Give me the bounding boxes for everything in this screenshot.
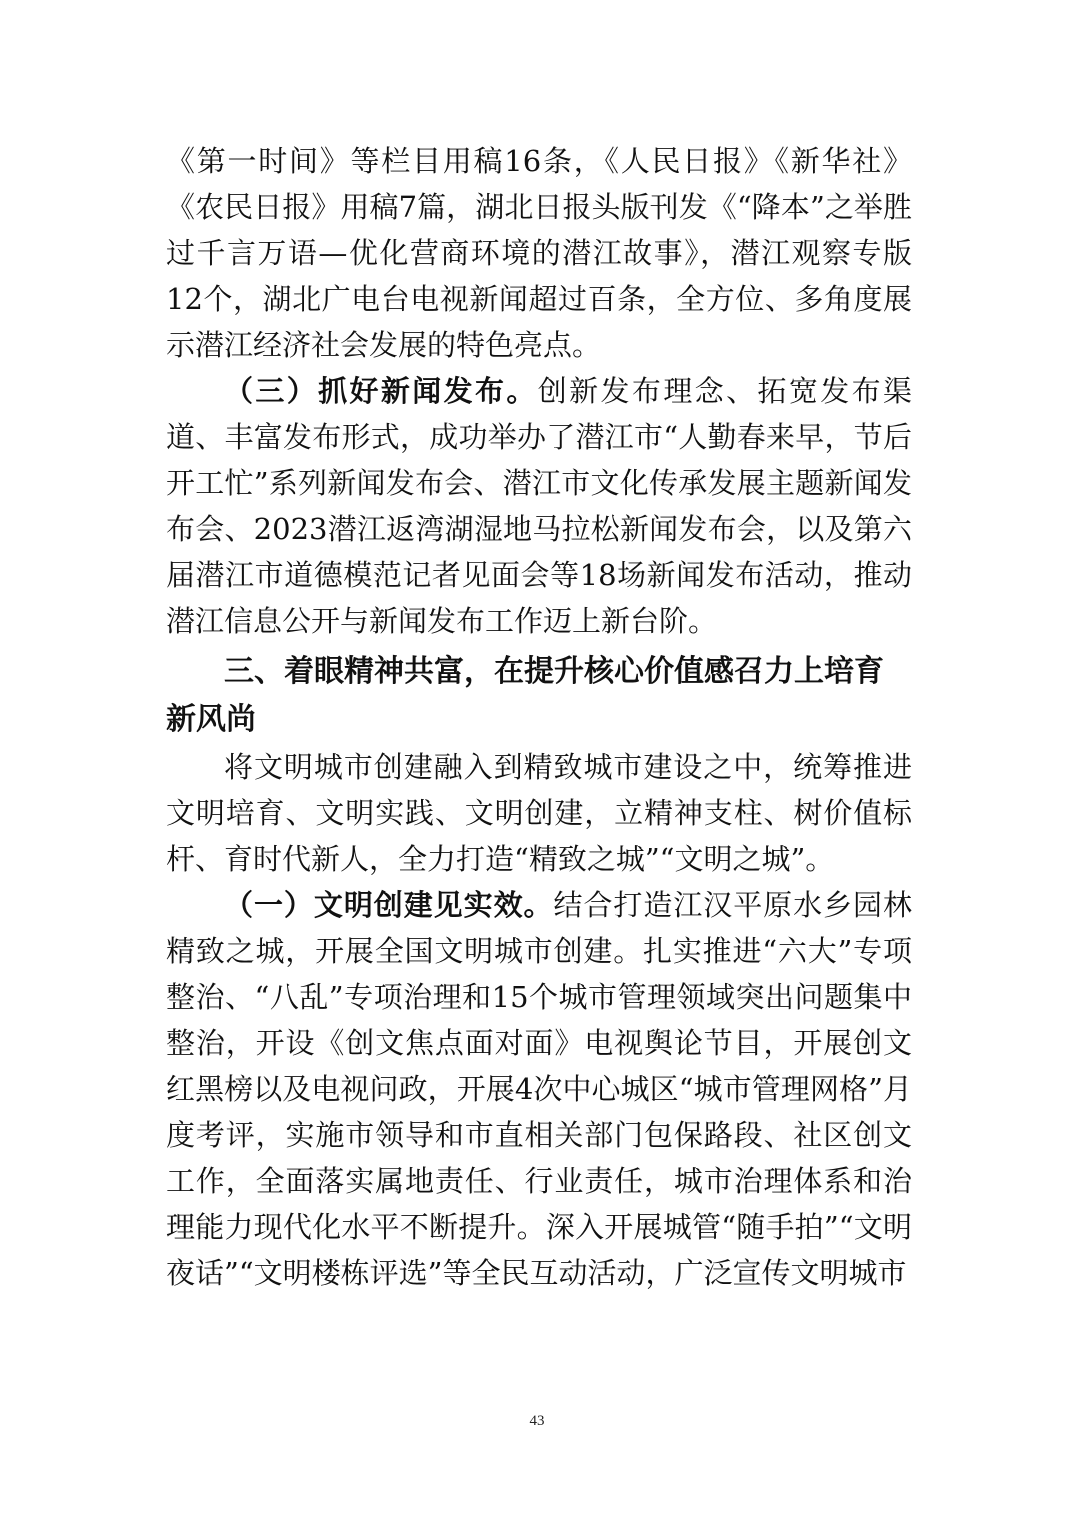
paragraph-continuation: 《第一时间》等栏目用稿16条，《人民日报》《新华社》《农民日报》用稿7篇，湖北日报头版刊发《“降本”之举胜过千言万语—优化营商环境的潜江故事》，潜江观察专版12个，湖北广电台电视新闻超过百条，全方位、多角度展示潜江经济社会发展的特色亮点。 <box>166 144 912 362</box>
paragraph-news-release <box>166 368 912 644</box>
paragraph-civilization-intro: 将文明城市创建融入到精致城市建设之中，统筹推进文明培育、文明实践、文明创建，立精神支柱、树价值标杆、育时代新人，全力打造“精致之城”“文明之城”。 <box>166 750 912 876</box>
page-number: 43 <box>529 1413 545 1429</box>
document-page <box>166 138 912 1296</box>
paragraph-civilization-creation-body: 结合打造江汉平原水乡园林精致之城，开展全国文明城市创建。扎实推进“六大”专项整治、“八乱”专项治理和15个城市管理领域突出问题集中整治，开设《创文焦点面对面》电视舆论节目，开展创文红黑榜以及电视问政，开展4次中心城区“城市管理网格”月度考评，实施市领导和市直相关部门包保路段、社区创文工作，全面落实属地责任、行业责任，城市治理体系和治理能力现代化水平不断提升。深入开展城管“随手拍”“文明夜话”“文明楼栋评选”等全民互动活动，广泛宣传文明城市 <box>166 888 912 1290</box>
subheading-civilization-creation: （一）文明创建见实效。 <box>224 888 554 922</box>
paragraph-news-release-body: 创新发布理念、拓宽发布渠道、丰富发布形式，成功举办了潜江市“人勤春来早，节后开工忙”系列新闻发布会、潜江市文化传承发展主题新闻发布会、2023潜江返湾湖湿地马拉松新闻发布会，以及第六届潜江市道德模范记者见面会等18场新闻发布活动，推动潜江信息公开与新闻发布工作迈上新台阶。 <box>166 374 912 638</box>
paragraph-civilization-creation <box>166 882 912 1296</box>
subheading-news-release: （三）抓好新闻发布。 <box>224 374 538 408</box>
section-heading: 三、着眼精神共富，在提升核心价值感召力上培育新风尚 <box>166 654 884 737</box>
